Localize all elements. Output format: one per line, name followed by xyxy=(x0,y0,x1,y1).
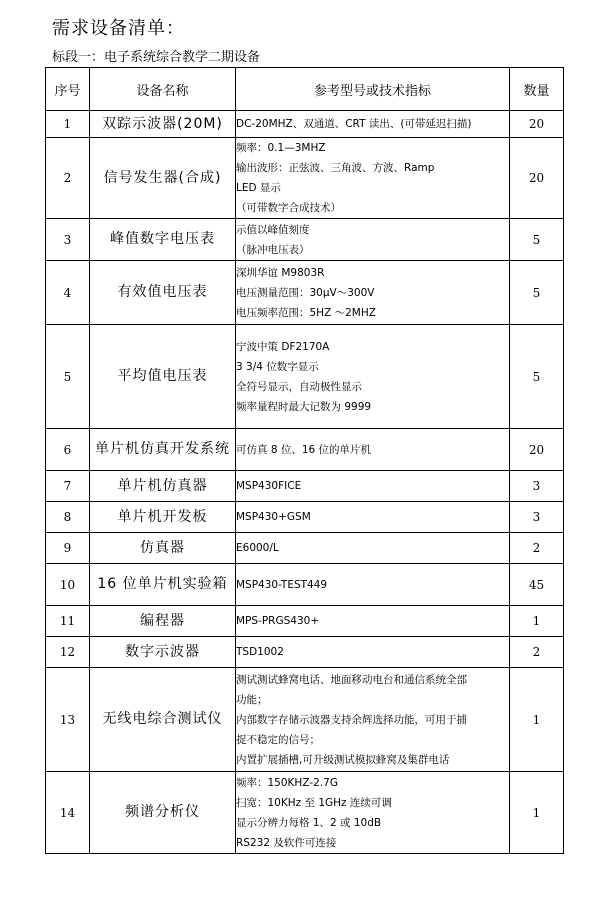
equipment-spec xyxy=(236,325,510,429)
table-row xyxy=(46,261,564,325)
spec-line: 内部数字存储示波器支持余辉选择功能，可用于捕 xyxy=(236,713,467,726)
spec-line: 频率量程时最大记数为 9999 xyxy=(236,400,372,413)
equipment-quantity: 20 xyxy=(510,111,564,138)
spec-line: 扫宽：10KHz 至 1GHz 连续可调 xyxy=(236,796,392,809)
equipment-quantity: 5 xyxy=(510,325,564,429)
equipment-spec xyxy=(236,111,510,138)
spec-line: E6000/L xyxy=(236,542,279,554)
equipment-table xyxy=(45,67,564,854)
equipment-quantity: 45 xyxy=(510,564,564,606)
table-row xyxy=(46,502,564,533)
spec-line: （可带数字合成技术） xyxy=(236,202,341,214)
spec-line: 示值以峰值刻度 xyxy=(236,223,310,236)
header-name: 设备名称 xyxy=(90,68,236,111)
document-title: 需求设备清单： xyxy=(52,18,185,39)
spec-line: （脉冲电压表） xyxy=(236,243,310,256)
header-spec: 参考型号或技术指标 xyxy=(236,68,510,111)
spec-line: 电压测量范围：30μV～300V xyxy=(236,286,375,299)
equipment-name: 单片机仿真器 xyxy=(90,471,236,502)
equipment-spec xyxy=(236,606,510,637)
row-index: 1 xyxy=(46,111,90,138)
equipment-name: 无线电综合测试仪 xyxy=(90,668,236,772)
spec-line: 频率：0.1—3MHZ xyxy=(236,142,326,154)
table-row xyxy=(46,219,564,261)
table-row xyxy=(46,564,564,606)
equipment-spec xyxy=(236,502,510,533)
equipment-spec xyxy=(236,668,510,772)
spec-line: 内置扩展插槽,可升级测试模拟蜂窝及集群电话 xyxy=(236,753,450,766)
table-header-row xyxy=(46,68,564,111)
spec-line: MSP430-TEST449 xyxy=(236,578,328,591)
equipment-name: 数字示波器 xyxy=(90,637,236,668)
table-row xyxy=(46,772,564,854)
header-qty: 数量 xyxy=(510,68,564,111)
equipment-name: 有效值电压表 xyxy=(90,261,236,325)
spec-line: LED 显示 xyxy=(236,182,281,194)
row-index: 8 xyxy=(46,502,90,533)
table-row xyxy=(46,138,564,219)
table-row xyxy=(46,637,564,668)
row-index: 5 xyxy=(46,325,90,429)
table-row xyxy=(46,471,564,502)
row-index: 13 xyxy=(46,668,90,772)
spec-line: 频率：150KHZ-2.7G xyxy=(236,776,338,789)
header-index: 序号 xyxy=(46,68,90,111)
row-index: 4 xyxy=(46,261,90,325)
spec-line: RS232 及软件可连接 xyxy=(236,836,337,849)
equipment-name: 单片机仿真开发系统 xyxy=(90,429,236,471)
spec-line: MSP430FICE xyxy=(236,480,302,492)
equipment-quantity: 2 xyxy=(510,533,564,564)
spec-line: DC-20MHZ、双通道、CRT 读出、(可带延迟扫描) xyxy=(236,118,472,130)
spec-line: 输出波形：正弦波、三角波、方波、Ramp xyxy=(236,162,435,174)
equipment-quantity: 1 xyxy=(510,772,564,854)
equipment-quantity: 2 xyxy=(510,637,564,668)
row-index: 6 xyxy=(46,429,90,471)
equipment-quantity: 3 xyxy=(510,471,564,502)
equipment-name: 双踪示波器(20M) xyxy=(90,111,236,138)
equipment-name: 16 位单片机实验箱 xyxy=(90,564,236,606)
equipment-name: 仿真器 xyxy=(90,533,236,564)
table-row xyxy=(46,668,564,772)
spec-line: TSD1002 xyxy=(236,646,284,658)
row-index: 10 xyxy=(46,564,90,606)
equipment-name: 信号发生器(合成) xyxy=(90,138,236,219)
equipment-quantity: 20 xyxy=(510,138,564,219)
spec-line: 全符号显示，自动极性显示 xyxy=(236,380,362,393)
equipment-name: 频谱分析仪 xyxy=(90,772,236,854)
section-subtitle: 标段一：电子系统综合教学二期设备 xyxy=(52,50,261,65)
equipment-spec xyxy=(236,261,510,325)
spec-line: 可仿真 8 位、16 位的单片机 xyxy=(236,443,372,456)
equipment-name: 编程器 xyxy=(90,606,236,637)
spec-line: MPS-PRGS430+ xyxy=(236,615,320,627)
row-index: 7 xyxy=(46,471,90,502)
equipment-spec xyxy=(236,533,510,564)
spec-line: 捉不稳定的信号； xyxy=(236,733,320,746)
table-row xyxy=(46,606,564,637)
spec-line: 显示分辨力每格 1、2 或 10dB xyxy=(236,816,382,829)
row-index: 12 xyxy=(46,637,90,668)
spec-line: 电压频率范围：5HZ ～2MHZ xyxy=(236,306,376,319)
equipment-quantity: 1 xyxy=(510,668,564,772)
equipment-spec xyxy=(236,219,510,261)
equipment-spec xyxy=(236,138,510,219)
spec-line: 深圳华谊 M9803R xyxy=(236,266,325,279)
table-row xyxy=(46,533,564,564)
row-index: 9 xyxy=(46,533,90,564)
equipment-name: 峰值数字电压表 xyxy=(90,219,236,261)
spec-line: 3 3/4 位数字显示 xyxy=(236,360,319,373)
table-row xyxy=(46,111,564,138)
equipment-quantity: 5 xyxy=(510,261,564,325)
equipment-spec xyxy=(236,429,510,471)
equipment-spec xyxy=(236,772,510,854)
spec-line: 宁波中策 DF2170A xyxy=(236,340,330,353)
equipment-spec xyxy=(236,637,510,668)
table-row xyxy=(46,325,564,429)
spec-line: MSP430+GSM xyxy=(236,511,311,523)
equipment-name: 单片机开发板 xyxy=(90,502,236,533)
equipment-quantity: 5 xyxy=(510,219,564,261)
equipment-quantity: 20 xyxy=(510,429,564,471)
table-body xyxy=(46,111,564,854)
spec-line: 测试测试蜂窝电话、地面移动电台和通信系统全部 xyxy=(236,673,467,686)
equipment-quantity: 3 xyxy=(510,502,564,533)
row-index: 3 xyxy=(46,219,90,261)
equipment-spec xyxy=(236,564,510,606)
equipment-spec xyxy=(236,471,510,502)
equipment-name: 平均值电压表 xyxy=(90,325,236,429)
row-index: 14 xyxy=(46,772,90,854)
table-row xyxy=(46,429,564,471)
row-index: 11 xyxy=(46,606,90,637)
equipment-quantity: 1 xyxy=(510,606,564,637)
spec-line: 功能； xyxy=(236,693,268,706)
row-index: 2 xyxy=(46,138,90,219)
